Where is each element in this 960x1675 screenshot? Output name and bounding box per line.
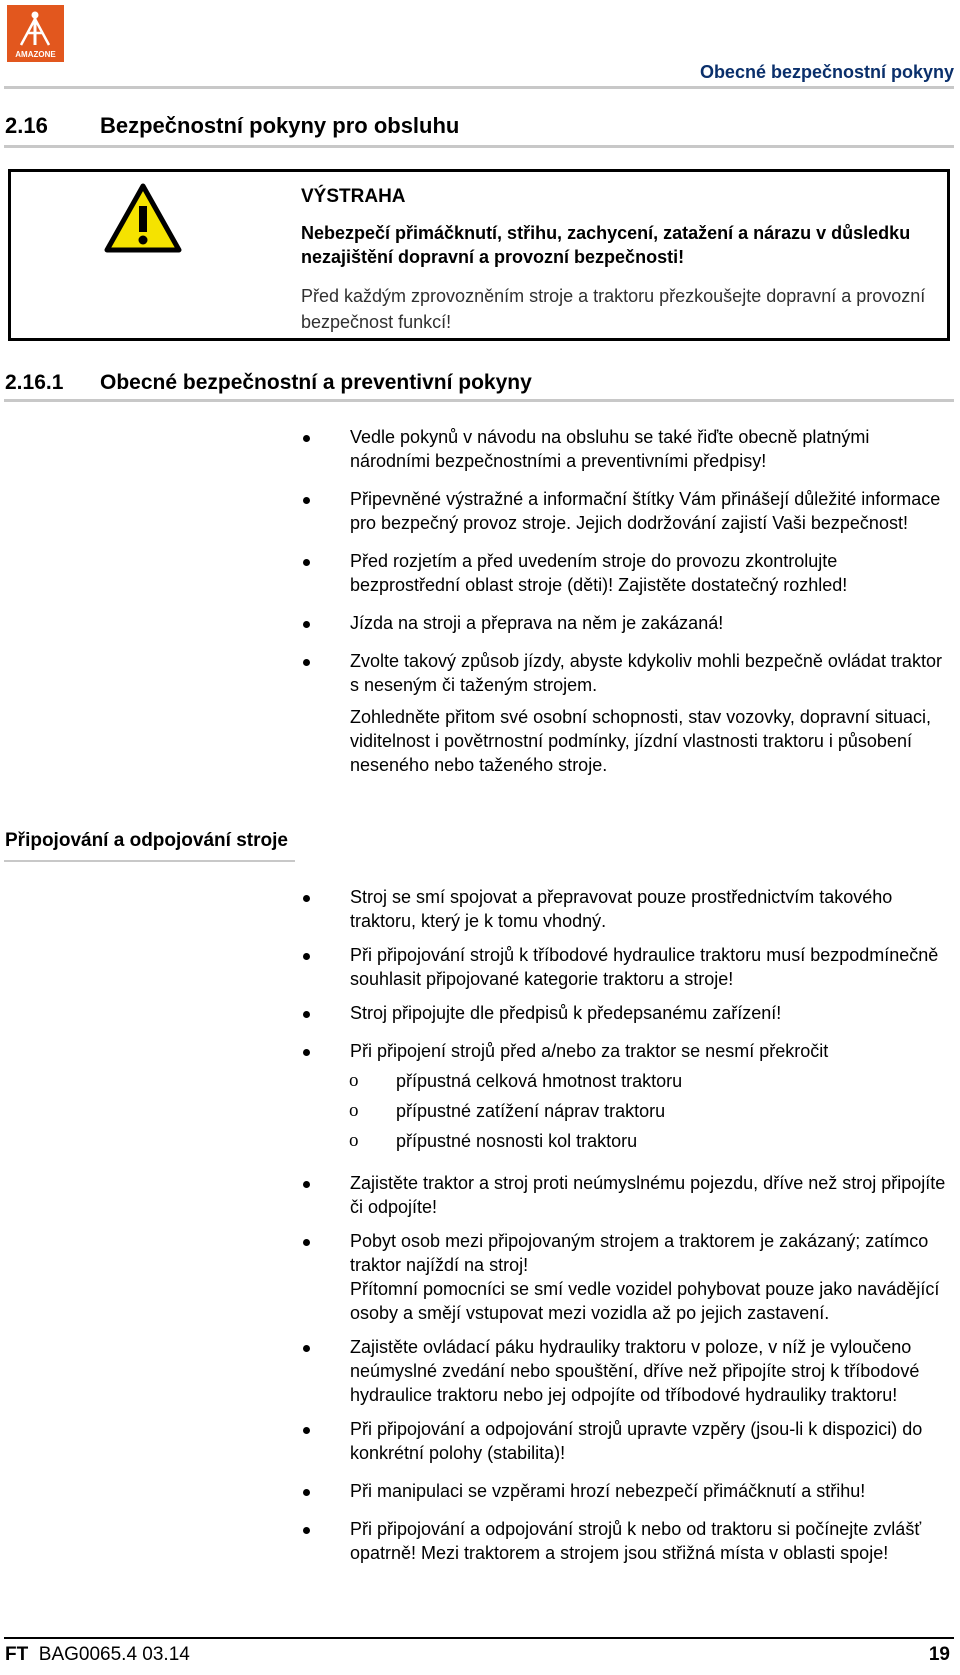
general-list xyxy=(300,425,950,777)
section-divider xyxy=(4,145,954,148)
footer-prefix: FT xyxy=(5,1644,29,1665)
warning-heading: VÝSTRAHA xyxy=(301,186,406,207)
header-divider xyxy=(4,86,954,89)
page-number: 19 xyxy=(928,1644,950,1665)
list-item: Při připojování a odpojování strojů upravte vzpěry (jsou-li k dispozici) do konkrétní polohy (stabilita)! xyxy=(300,1417,950,1465)
subsection-number: 2.16.1 xyxy=(5,371,64,394)
list-item: Připevněné výstražné a informační štítky Vám přinášejí důležité informace pro bezpečný provoz stroje. Jejich dodržování zajistí Vaši bezpečnost! xyxy=(300,487,950,535)
list-item: Pobyt osob mezi připojovaným strojem a traktorem je zakázaný; zatímco traktor najíždí na stroj! xyxy=(300,1229,950,1277)
amazone-logo xyxy=(7,5,64,62)
list-item-continuation: Zohledněte přitom své osobní schopnosti, stav vozovky, dopravní situaci, viditelnost i povětrnostní podmínky, jízdní vlastnosti traktoru i působení neseného nebo taženého stroje. xyxy=(350,707,931,775)
warning-triangle-icon xyxy=(103,182,183,259)
warning-text: Před každým zprovozněním stroje a traktoru přezkoušejte dopravní a provozní bezpečnost funkcí! xyxy=(301,286,926,332)
svg-text:AMAZONE: AMAZONE xyxy=(15,50,56,59)
list-item: Stroj se smí spojovat a přepravovat pouze prostřednictvím takového traktoru, který je k tomu vhodný. xyxy=(300,885,950,933)
list-item: Stroj připojujte dle předpisů k předepsanému zařízení! xyxy=(300,1001,950,1025)
list-item: Při připojení strojů před a/nebo za traktor se nesmí překročit xyxy=(300,1039,950,1063)
footer-doc-code xyxy=(5,1644,190,1666)
coupling-heading: Připojování a odpojování stroje xyxy=(5,830,288,851)
list-item: Před rozjetím a před uvedením stroje do provozu zkontrolujte bezprostřední oblast stroje (děti)! Zajistěte dostatečný rozhled! xyxy=(300,549,950,597)
list-item: Při manipulaci se vzpěrami hrozí nebezpečí přimáčknutí a střihu! xyxy=(300,1479,950,1503)
footer-divider xyxy=(4,1637,954,1639)
sub-list-item: o přípustné nosnosti kol traktoru xyxy=(300,1129,950,1153)
section-title: Bezpečnostní pokyny pro obsluhu xyxy=(100,113,460,138)
list-item: Jízda na stroji a přeprava na něm je zakázaná! xyxy=(300,611,950,635)
coupling-divider xyxy=(4,860,295,862)
header-title: Obecné bezpečnostní pokyny xyxy=(699,62,954,82)
list-item: Vedle pokynů v návodu na obsluhu se také řiďte obecně platnými národními bezpečnostními a preventivními předpisy! xyxy=(300,425,950,473)
list-item-continuation: Přítomní pomocníci se smí vedle vozidel pohybovat pouze jako navádějící osoby a smějí vstupovat mezi vozidla až po jejich zastavení. xyxy=(350,1279,940,1323)
subsection-title: Obecné bezpečnostní a preventivní pokyny xyxy=(100,371,532,394)
sub-list-item: o přípustné zatížení náprav traktoru xyxy=(300,1099,950,1123)
list-item: Při připojování strojů k tříbodové hydraulice traktoru musí bezpodmínečně souhlasit připojované kategorie traktoru a stroje! xyxy=(300,943,950,991)
coupling-list xyxy=(300,885,950,1565)
list-item: Zajistěte traktor a stroj proti neúmyslnému pojezdu, dříve než stroj připojíte či odpojíte! xyxy=(300,1171,950,1219)
section-number: 2.16 xyxy=(5,113,48,138)
list-item: Při připojování a odpojování strojů k nebo od traktoru si počínejte zvlášť opatrně! Mezi traktorem a strojem jsou střižná místa v oblasti spoje! xyxy=(300,1517,950,1565)
list-item: Zajistěte ovládací páku hydrauliky traktoru v poloze, v níž je vyloučeno neúmyslné zvedání nebo spouštění, dříve než připojíte stroj k tříbodové hydraulice traktoru nebo jej odpojíte od tříbodové hydrauliky traktoru! xyxy=(300,1335,950,1407)
sub-list-item: o přípustná celková hmotnost traktoru xyxy=(300,1069,950,1093)
list-item: Zvolte takový způsob jízdy, abyste kdykoliv mohli bezpečně ovládat traktor s neseným či taženým strojem. xyxy=(300,649,950,697)
warning-bold-text: Nebezpečí přimáčknutí, střihu, zachycení, zatažení a nárazu v důsledku nezajištění dopravní a provozní bezpečnosti! xyxy=(301,223,911,267)
amazone-logo-icon xyxy=(7,5,64,62)
footer-code: BAG0065.4 03.14 xyxy=(38,1644,190,1665)
subsection-divider xyxy=(4,399,954,402)
